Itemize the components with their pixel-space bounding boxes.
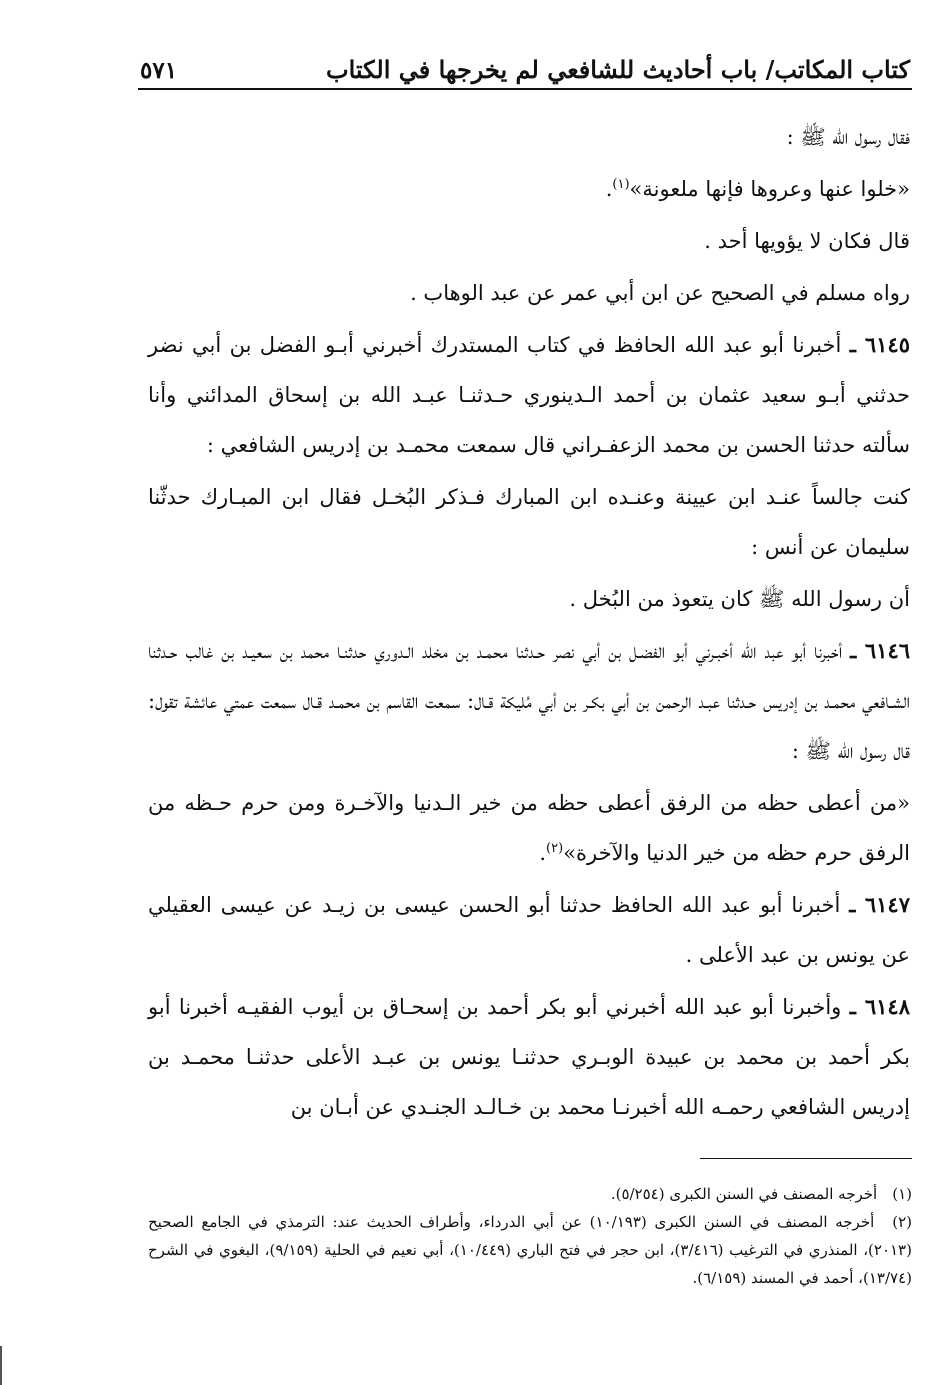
hadith-6147: [148, 880, 910, 980]
paragraph-text: رواه مسلم في الصحيح عن ابن أبي عمر عن عبد الوهاب .: [410, 281, 910, 305]
paragraph: [148, 164, 910, 214]
paragraph: [148, 574, 910, 624]
hadith-quote: «خلوا عنها وعروها فإنها ملعونة»: [629, 177, 910, 201]
hadith-text: أخبرنا أبو عبد الله الحافظ حدثنا أبو الحسن عيسى بن زيـد عن عيسى العقيلي عن يونس بن عبد الأعلى .: [148, 893, 910, 967]
hadith-text: أخبرنا أبو عبد الله أخبـرني أبو الفضـل بن أبي نصر حـدثنا محمـد بن مخلد الـدوري حدثنـا محمد بن سعيـد بن غالب حـدثنا الشـافعي محمـد بن إدريس حـدثنا عبـد الرحمن بن أبي بكـر بن أبي مُليكة قـال: سمعت القاسم بن محمـد قـال سمعت عمتي عائشة تقول: قال رسول الله ﷺ :: [148, 639, 910, 763]
hadith-quote: «من أعطى حظه من الرفق أعطى حظه من خير الـدنيا والآخـرة ومن حرم حـظه من الرفق حرم حظه من خير الدنيا والآخرة»: [148, 791, 910, 865]
scan-edge-mark: [0, 1346, 2, 1385]
paragraph: [148, 268, 910, 318]
footnote-number: (١): [892, 1185, 912, 1203]
footnote-rule: [700, 1158, 912, 1159]
footnote-number: (٢): [892, 1213, 913, 1231]
paragraph-text: كنت جالساً عنـد ابن عيينة وعنـده ابن المبارك فـذكر البُخـل فقال ابن المبـارك حدثّنا سليمان عن أنس :: [148, 485, 910, 559]
punctuation: .: [539, 841, 547, 865]
hadith-text: وأخبرنا أبو عبد الله أخبرني أبو بكر أحمد بن إسحـاق بن أيوب الفقيـه أخبرنا أبو بكر أحمد بن محمد بن عبيدة الوبـري حدثنـا يونس بن عبـد الأعلى حدثنـا محمـد بن إدريس الشافعي رحمـه الله أخبرنـا محمد بن خـالـد الجنـدي عن أبـان بن: [148, 995, 910, 1119]
hadith-number: ٦١٤٧ ـ: [849, 892, 910, 917]
hadith-number: ٦١٤٦ ـ: [850, 638, 911, 663]
footnotes: [148, 1180, 912, 1292]
running-header: [140, 44, 910, 84]
footnote-marker: (٢): [546, 841, 564, 856]
hadith-number: ٦١٤٥ ـ: [849, 332, 910, 357]
paragraph: [148, 472, 910, 572]
header-title: كتاب المكاتب/ باب أحاديث للشافعي لم يخرجها في الكتاب: [326, 55, 910, 84]
footnote-text: أخرجه المصنف في السنن الكبرى (٥/٢٥٤).: [610, 1185, 878, 1203]
main-text: [148, 112, 910, 1134]
paragraph-text: قال فكان لا يؤويها أحد .: [704, 229, 910, 253]
hadith-number: ٦١٤٨ ـ: [849, 994, 910, 1019]
footnote-marker: (١): [612, 177, 630, 192]
footnote-text: أخرجه المصنف في السنن الكبرى (١٠/١٩٣) عن أبي الدرداء، وأطراف الحديث عند: الترمذي في الجامع الصحيح (٢٠١٣)، المنذري في الترغيب (٣/٤١٦)، ابن حجر في فتح الباري (١٠/٤٤٩)، أبي نعيم في الحلية (٩/١٥٩)، البغوي في الشرح (١٣/٧٤)، أحمد في المسند (٦/١٥٩).: [148, 1213, 912, 1287]
hadith-text: أخبرنا أبو عبد الله الحافظ في كتاب المستدرك أخبرني أبـو الفضل بن أبي نضر حدثني أبـو سعيد عثمان بن أحمد الـدينوري حـدثنـا عبـد الله بن إسحاق المدائني وأنا سألته حدثنا الحسن بن محمد الزعفـراني قال سمعت محمـد بن إدريس الشافعي :: [148, 333, 910, 457]
paragraph: [148, 216, 910, 266]
hadith-6146: [148, 626, 910, 776]
hadith-6145: [148, 320, 910, 470]
paragraph-text: أن رسول الله ﷺ كان يتعوذ من البُخل .: [569, 587, 910, 611]
punctuation: .: [605, 177, 613, 201]
footnote: [148, 1208, 912, 1292]
hadith-6148: [148, 982, 910, 1132]
page-number: ٥٧١: [140, 57, 178, 84]
paragraph-text: فقال رسول الله ﷺ :: [786, 125, 910, 149]
paragraph: [148, 778, 910, 878]
header-rule: [138, 88, 912, 90]
footnote: [148, 1180, 912, 1208]
paragraph: [148, 112, 910, 162]
